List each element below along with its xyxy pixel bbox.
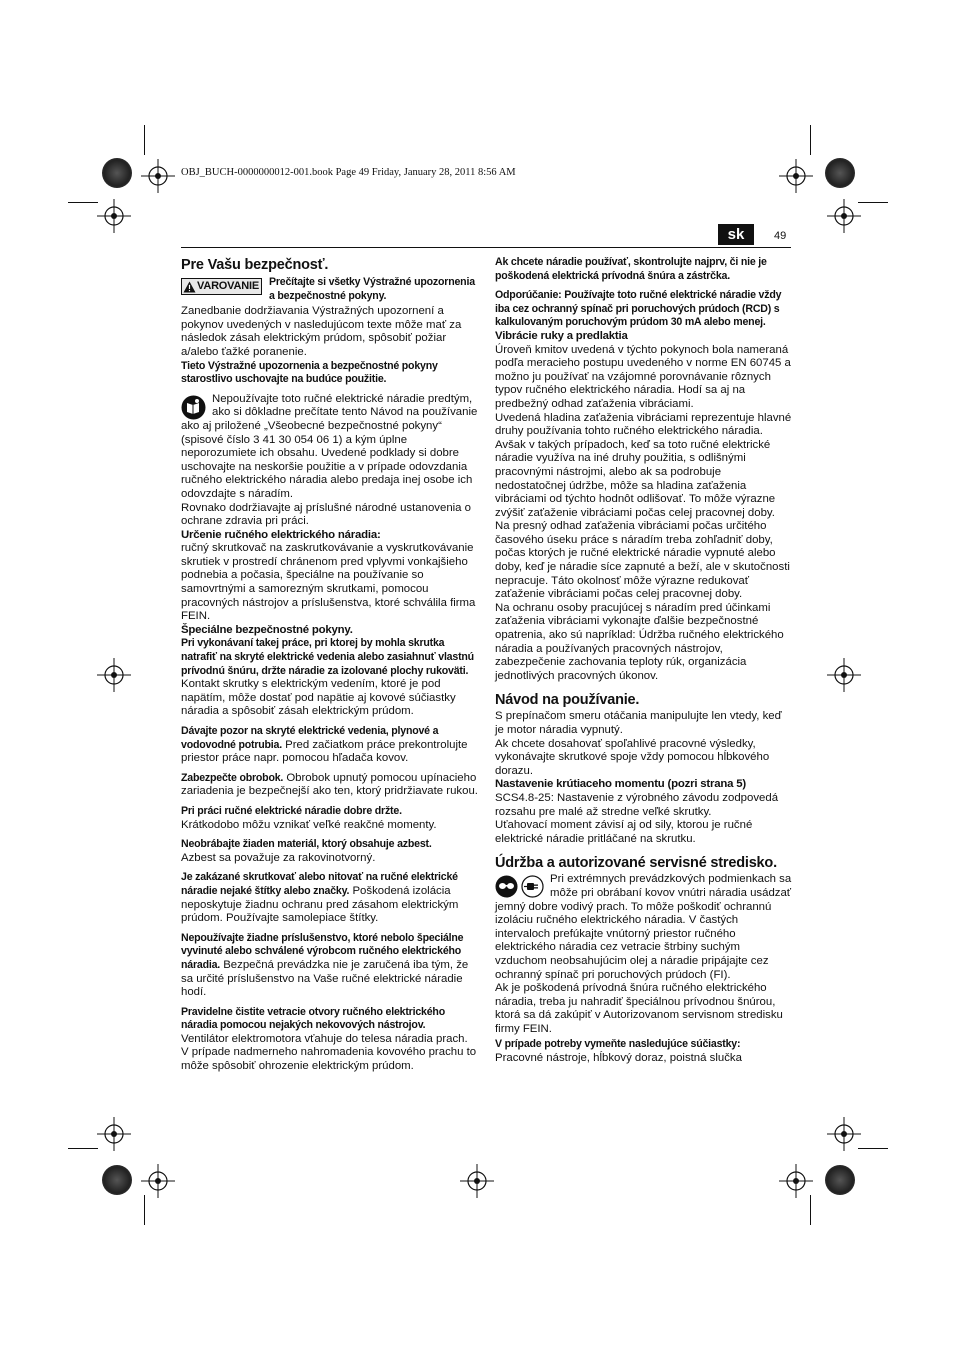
- registration-mark-icon: [779, 159, 813, 193]
- heading-intended-use: Určenie ručného elektrického náradia:: [181, 528, 381, 541]
- crop-line: [144, 1195, 145, 1225]
- paragraph-text: Nepoužívajte toto ručné elektrické náradie predtým, ako si dôkladne prečítate tento Návod na používanie ako aj priložené „Všeobecné bezpečnostné pokyny“ (spisové číslo 3 41 30 054 06 1) a kým úplne neporozumiete ich obsahu. Uvedené podklady si dobre uschovajte na neskoršie použitie a v prípade odovzdania ručného elektrického náradia alebo predaja inej osobe ich odovzdajte s náradím.: [181, 392, 478, 500]
- registration-mark-icon: [827, 199, 861, 233]
- paragraph-with-icon: [495, 873, 792, 982]
- registration-mark-icon: [141, 1164, 175, 1198]
- language-badge: sk: [718, 224, 754, 245]
- safety-item: [181, 772, 478, 799]
- bold-paragraph: V prípade potreby vymeňte nasledujúce súčiastky:: [495, 1038, 741, 1051]
- right-column: [495, 256, 792, 1066]
- safety-item-text: Krátkodobo môžu vznikať veľké reakčné momenty.: [181, 818, 437, 831]
- warning-triangle-icon: [183, 281, 196, 293]
- safety-item-text: Obrobok upnutý pomocou upínacieho zariadenia je bezpečnejší ako ten, ktorý pridržiavate rukou.: [181, 771, 478, 798]
- registration-mark-icon: [779, 1164, 813, 1198]
- paragraph: Zanedbanie dodržiavania Výstražných upozornení a pokynov uvedených v nasledujúcom texte môže mať za následok zásah elektrickým prúdom, spôsobiť požiar a/alebo ťažké poranenie.: [181, 305, 462, 358]
- eye-protection-icon: [495, 875, 518, 898]
- warning-badge-label: VAROVANIE: [197, 279, 259, 292]
- paragraph: Uťahovací moment závisí aj od sily, ktorou je ručné elektrické náradie pritláčané na skrutku.: [495, 819, 753, 845]
- registration-mark-icon: [827, 1117, 861, 1151]
- paragraph: S prepínačom smeru otáčania manipulujte len vtedy, keď je motor náradia vypnutý.: [495, 710, 782, 736]
- safety-item-bold: Dávajte pozor na skryté elektrické vedenia, plynové a vodovodné potrubia.: [181, 725, 439, 751]
- crop-line: [144, 125, 145, 155]
- heading-maintenance: Údržba a autorizované servisné stredisko.: [495, 855, 777, 872]
- bold-paragraph: Odporúčanie: Používajte toto ručné elektrické náradie vždy iba cez ochranný spínač pri poruchových prúdoch (RCD) s kalkulovaným poruchovým prúdom 30 mA alebo menej.: [495, 289, 782, 329]
- safety-item: [181, 932, 478, 1000]
- book-info-line: OBJ_BUCH-0000000012-001.book Page 49 Friday, January 28, 2011 8:56 AM: [181, 167, 516, 178]
- maintenance-icons: [495, 875, 544, 898]
- safety-item-bold: Pri vykonávaní takej práce, pri ktorej by mohla skrutka natrafiť na skryté elektrické vedenia alebo zasiahnuť vlastnú prívodnú šnúru, držte náradie za izolované plochy rukoväti.: [181, 637, 474, 677]
- paragraph: Rovnako dodržiavajte aj príslušné národné ustanovenia o ochrane zdravia pri práci.: [181, 501, 472, 528]
- heading-torque-setting: Nastavenie krútiaceho momentu (pozri strana 5): [495, 778, 746, 791]
- safety-item-bold: Zabezpečte obrobok.: [181, 771, 284, 784]
- plug-icon: [521, 875, 544, 898]
- crop-line: [810, 125, 811, 155]
- paragraph: Ak chcete dosahovať spoľahlivé pracovné výsledky, vykonávajte skrutkové spoje vždy pomocou hĺbkového dorazu.: [495, 737, 770, 777]
- registration-mark-icon: [97, 658, 131, 692]
- bold-paragraph: Ak chcete náradie používať, skontrolujte najprv, či nie je poškodená elektrická prívodná šnúra a zástrčka.: [495, 256, 767, 282]
- crop-line: [858, 1148, 888, 1149]
- heading-vibration: Vibrácie ruky a predlaktia: [495, 329, 628, 342]
- registration-mark-icon: [460, 1164, 494, 1198]
- safety-item-bold: Neobrábajte žiaden materiál, ktorý obsahuje azbest.: [181, 838, 432, 851]
- safety-item: [181, 871, 478, 925]
- header-rule: [181, 247, 791, 248]
- safety-item: [181, 805, 478, 832]
- bold-paragraph: Tieto Výstražné upozornenia a bezpečnostné pokyny starostlivo uschovajte na budúce použitie.: [181, 359, 438, 386]
- paragraph-with-icon: [181, 393, 478, 502]
- heading-safety: Pre Vašu bezpečnosť.: [181, 257, 329, 273]
- paragraph: Úroveň kmitov uvedená v týchto pokynoch bola nameraná podľa meracieho postupu uvedeného v norme EN 60745 a možno ju používať na vzájomné porovnávanie rôznych typov ručného elektrického náradia. Hodí sa aj na predbežný odhad zaťaženia vibráciami.: [495, 343, 791, 410]
- registration-mark-icon: [141, 159, 175, 193]
- paragraph: Uvedená hladina zaťaženia vibráciami reprezentuje hlavné druhy používania tohto ručného elektrického náradia. Avšak v takých prípadoch, keď sa toto ručné elektrické náradie využíva na iné druhy použitia, s odlišnými pracovnými nástrojmi, alebo ak sa podrobuje nedostatočnej údržbe, môže sa hladina zaťaženia vibráciami od týchto hodnôt odlišovať. To môže výrazne zvýšiť zaťaženie vibráciami počas celej pracovnej doby.: [495, 411, 792, 519]
- safety-item-text: Bezpečná prevádzka nie je zaručená iba tým, že sa určité príslušenstvo na Vaše ručné elektrické náradie hodí.: [181, 958, 469, 999]
- registration-mark-icon: [97, 199, 131, 233]
- warning-text: Prečítajte si všetky Výstražné upozornenia a bezpečnostné pokyny.: [268, 276, 475, 302]
- paragraph: Na ochranu osoby pracujúcej s náradím pred účinkami zaťaženia vibráciami vykonajte ďalšie bezpečnostné opatrenia, ako sú napríklad: Údržba ručného elektrického náradia a používaných pracovných nástrojov, zabezpečenie zachovania teploty rúk, organizácia jednotlivých pracovných úkonov.: [495, 601, 784, 682]
- safety-item: [181, 725, 478, 766]
- safety-item-bold: Je zakázané skrutkovať alebo nitovať na ručné elektrické náradie nejaké štítky alebo značky.: [181, 871, 458, 897]
- safety-item-text: Kontakt skrutky s elektrickým vedením, ktoré je pod napätím, môže dostať pod napätie aj kovové súčiastky náradia a spôsobiť zásah elektrickým prúdom.: [181, 678, 456, 718]
- paragraph: Na presný odhad zaťaženia vibráciami počas určitého časového úseku práce s náradím treba zohľadniť doby, počas ktorých je ručné elektrické náradie vypnuté alebo doby, keď je náradie síce zapnuté a beží, ale v skutočnosti nepracuje. Táto okolnosť môže výrazne redukovať zaťaženie vibráciami počas celej pracovnej doby.: [495, 520, 790, 601]
- registration-mark-icon: [97, 1117, 131, 1151]
- paragraph: ručný skrutkovač na zaskrutkovávanie a vyskrutkovávanie skrutiek v prostredí chránenom pred vplyvmi vonkajšieho podnebia a počasia, špeciálne na používanie so samovrtnými a samorezným skrutkami, pomocou pracovných nástrojov a príslušenstva, ktoré schválila firma FEIN.: [181, 542, 476, 623]
- safety-item-text: Ventilátor elektromotora vťahuje do telesa náradia prach. V prípade nadmerneho nahromadenia kovového prachu to môže spôsobiť ohrozenie elektrickým prúdom.: [181, 1032, 477, 1073]
- safety-item-bold: Pri práci ručné elektrické náradie dobre držte.: [181, 804, 402, 817]
- crop-line: [68, 202, 98, 203]
- safety-item-text: Poškodená izolácia neposkytuje žiadnu ochranu pred zásahom elektrickým prúdom. Používajte samolepiace štítky.: [181, 884, 459, 925]
- safety-item-bold: Pravidelne čistite vetracie otvory ručného elektrického náradia pomocou nejakých nekovových nástrojov.: [181, 1005, 445, 1032]
- paragraph-text: Pri extrémnych prevádzkových podmienkach sa môže pri obrábaní kovov vnútri náradia usádzať jemný dobre vodivý prach. To môže poškodiť ochrannú izoláciu ručného elektrického náradia. V častých intervaloch prefúkajte vnútorný priestor ručného elektrického náradia cez vetracie štrbiny suchým vzduchom neobsahujúcim olej a náradie pripájajte cez ochranný spínač pri poruchových prúdoch (FI).: [495, 873, 792, 981]
- color-rosette-top-right: [825, 158, 855, 188]
- safety-item-text: Azbest sa považuje za rakovinotvorný.: [181, 851, 376, 864]
- safety-item: [181, 637, 478, 719]
- crop-line: [858, 202, 888, 203]
- paragraph: SCS4.8-25: Nastavenie z výrobného závodu zodpovedá rozsahu pre malé až stredne veľké skrutky.: [495, 791, 779, 818]
- paragraph: Ak je poškodená prívodná šnúra ručného elektrického náradia, treba ju nahradiť špeciálnou prívodnou šnúrou, ktorá sa dá zakúpiť v Autorizovanom servisnom stredisku firmy FEIN.: [495, 982, 783, 1035]
- paragraph: Pracovné nástroje, hĺbkový doraz, poistná slučka: [495, 1052, 742, 1065]
- warning-badge: [181, 278, 262, 295]
- read-manual-icon: [181, 395, 206, 420]
- heading-operating-instructions: Návod na používanie.: [495, 692, 640, 709]
- safety-item: [181, 1006, 478, 1074]
- warning-block: [181, 276, 478, 303]
- color-rosette-bottom-right: [825, 1165, 855, 1195]
- safety-item-bold: Nepoužívajte žiadne príslušenstvo, ktoré nebolo špeciálne vyvinuté alebo schválené výrobcom ručného elektrického náradia.: [181, 931, 464, 971]
- registration-mark-icon: [827, 658, 861, 692]
- left-column: [181, 256, 478, 1074]
- heading-special-safety: Špeciálne bezpečnostné pokyny.: [181, 623, 353, 636]
- crop-line: [810, 1195, 811, 1225]
- page-number: 49: [774, 230, 787, 242]
- safety-item: [181, 838, 478, 865]
- color-rosette-bottom-left: [102, 1165, 132, 1195]
- color-rosette-top-left: [102, 158, 132, 188]
- safety-item-text: Pred začiatkom práce prekontrolujte priestor práce napr. pomocou hľadača kovov.: [181, 738, 468, 765]
- crop-line: [68, 1148, 98, 1149]
